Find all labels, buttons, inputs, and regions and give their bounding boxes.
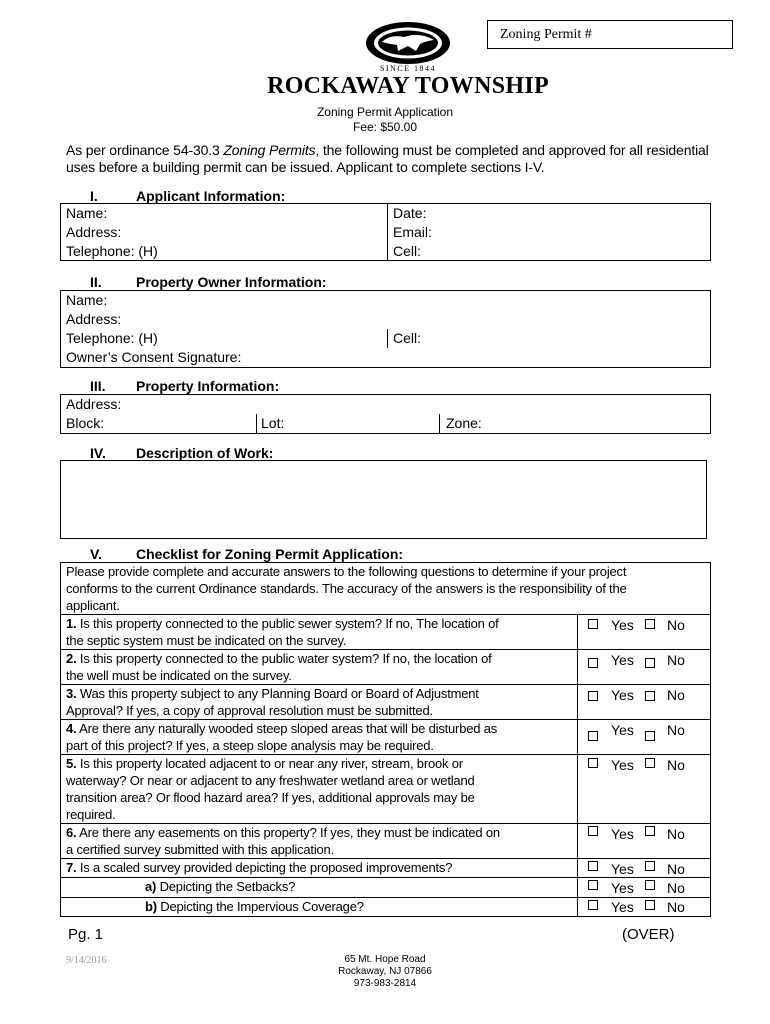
q3-no-label: No: [667, 687, 685, 703]
property-info-table: [60, 394, 711, 434]
intro-post: , the following must be completed and approved for all residential: [315, 142, 709, 158]
checklist-question-3: [66, 685, 566, 719]
question-2-number: 2.: [66, 651, 77, 666]
q6-no-label: No: [667, 826, 685, 842]
question-7b-text: Depicting the Impervious Coverage?: [156, 899, 364, 914]
footer-address-line-2: Rockaway, NJ 07866: [338, 966, 432, 977]
footer-address-line-1: 65 Mt. Hope Road: [344, 954, 426, 965]
applicant-cell-label[interactable]: Cell:: [393, 243, 422, 259]
property-address-label[interactable]: Address:: [66, 396, 122, 412]
q7-yes-checkbox[interactable]: [588, 861, 598, 871]
q7a-no-checkbox[interactable]: [645, 880, 655, 890]
checklist-question-6: [66, 824, 566, 858]
owner-consent-signature-label[interactable]: Owner’s Consent Signature:: [66, 349, 242, 365]
question-1-line-2: the septic system must be indicated on the survey.: [66, 633, 347, 648]
q7-no-checkbox[interactable]: [645, 861, 655, 871]
question-5-line-1: Is this property located adjacent to or near any river, stream, brook or: [76, 756, 463, 771]
q7b-yes-checkbox[interactable]: [588, 900, 598, 910]
zoning-permit-number-box[interactable]: [487, 20, 733, 49]
question-6-number: 6.: [66, 825, 77, 840]
question-7a-letter: a): [145, 879, 157, 894]
q7-no-label: No: [667, 861, 685, 877]
page-number: Pg. 1: [68, 926, 104, 943]
q6-no-checkbox[interactable]: [645, 826, 655, 836]
question-1-number: 1.: [66, 616, 77, 631]
q4-yes-label: Yes: [611, 722, 634, 738]
checklist-question-2: [66, 650, 566, 684]
applicant-name-label[interactable]: Name:: [66, 205, 108, 221]
section-5-title: Checklist for Zoning Permit Application:: [136, 546, 404, 562]
question-4-number: 4.: [66, 721, 77, 736]
q4-yes-checkbox[interactable]: [588, 731, 598, 741]
form-title: Zoning Permit Application: [316, 105, 454, 119]
applicant-email-label[interactable]: Email:: [393, 224, 432, 240]
owner-address-label[interactable]: Address:: [66, 311, 122, 327]
property-zone-label[interactable]: Zone:: [446, 415, 482, 431]
checklist-question-7b: [145, 898, 545, 915]
question-2-line-1: Is this property connected to the public water system? If no, the location of: [76, 651, 492, 666]
checklist-intro: [66, 563, 706, 614]
section-2-number: II.: [90, 274, 102, 290]
question-6-line-1: Are there any easements on this property? If yes, they must be indicated on: [76, 825, 500, 840]
section-1-title: Applicant Information:: [136, 188, 286, 204]
property-lot-label[interactable]: Lot:: [261, 415, 285, 431]
q3-no-checkbox[interactable]: [645, 691, 655, 701]
owner-telephone-label[interactable]: Telephone: (H): [66, 330, 158, 346]
question-1-line-1: Is this property connected to the public sewer system? If no, The location of: [76, 616, 499, 631]
q6-yes-label: Yes: [611, 826, 634, 842]
question-7b-letter: b): [145, 899, 157, 914]
question-4-line-1: Are there any naturally wooded steep sloped areas that will be disturbed as: [76, 721, 498, 736]
q7b-yes-label: Yes: [611, 899, 634, 915]
township-seal-logo: [364, 20, 452, 66]
q5-no-checkbox[interactable]: [645, 758, 655, 768]
property-owner-table: [60, 290, 711, 368]
footer-date: 9/14/2016: [66, 955, 107, 966]
q1-yes-checkbox[interactable]: [588, 619, 598, 629]
q2-no-label: No: [667, 652, 685, 668]
intro-italic: Zoning Permits: [223, 142, 316, 158]
checklist-question-1: [66, 615, 566, 649]
section-3-number: III.: [90, 378, 106, 394]
intro-paragraph: [66, 142, 726, 176]
zoning-permit-label: Zoning Permit #: [500, 27, 592, 42]
checklist-question-7a: [145, 878, 545, 895]
q7a-no-label: No: [667, 880, 685, 896]
question-3-line-2: Approval? If yes, a copy of approval resolution must be submitted.: [66, 703, 433, 718]
q7a-yes-label: Yes: [611, 880, 634, 896]
checklist-intro-line-3: applicant.: [66, 598, 120, 613]
q2-no-checkbox[interactable]: [645, 658, 655, 668]
question-4-line-2: part of this project? If yes, a steep slope analysis may be required.: [66, 738, 434, 753]
checklist-intro-line-1: Please provide complete and accurate answers to the following questions to determine if your project: [66, 564, 627, 579]
over-indicator: (OVER): [622, 926, 675, 943]
question-5-number: 5.: [66, 756, 77, 771]
q1-no-checkbox[interactable]: [645, 619, 655, 629]
question-2-line-2: the well must be indicated on the survey.: [66, 668, 292, 683]
q6-yes-checkbox[interactable]: [588, 826, 598, 836]
applicant-info-table: [60, 203, 711, 261]
form-fee: Fee: $50.00: [352, 120, 418, 134]
q5-yes-checkbox[interactable]: [588, 758, 598, 768]
footer-phone: 973-983-2814: [353, 978, 417, 989]
q1-no-label: No: [667, 617, 685, 633]
question-5-line-4: required.: [66, 807, 116, 822]
q7b-no-label: No: [667, 899, 685, 915]
question-7a-text: Depicting the Setbacks?: [156, 879, 296, 894]
q2-yes-label: Yes: [611, 652, 634, 668]
question-5-line-2: waterway? Or near or adjacent to any freshwater wetland area or wetland: [66, 773, 475, 788]
q5-yes-label: Yes: [611, 757, 634, 773]
owner-name-label[interactable]: Name:: [66, 292, 108, 308]
section-5-number: V.: [90, 546, 102, 562]
q7a-yes-checkbox[interactable]: [588, 880, 598, 890]
checklist-question-5: [66, 755, 566, 823]
intro-pre: As per ordinance 54-30.3: [66, 142, 224, 158]
section-4-number: IV.: [90, 445, 106, 461]
township-name: ROCKAWAY TOWNSHIP: [267, 73, 549, 99]
q1-yes-label: Yes: [611, 617, 634, 633]
question-7-number: 7.: [66, 860, 77, 875]
applicant-telephone-label[interactable]: Telephone: (H): [66, 243, 158, 259]
description-of-work-field[interactable]: [60, 460, 707, 539]
section-2-title: Property Owner Information:: [136, 274, 327, 290]
section-1-number: I.: [90, 188, 98, 204]
q4-no-label: No: [667, 722, 685, 738]
q7b-no-checkbox[interactable]: [645, 900, 655, 910]
q2-yes-checkbox[interactable]: [588, 658, 598, 668]
question-3-number: 3.: [66, 686, 77, 701]
owner-cell-label[interactable]: Cell:: [393, 330, 422, 346]
q5-no-label: No: [667, 757, 685, 773]
checklist-question-7: [66, 859, 566, 876]
q7-yes-label: Yes: [611, 861, 634, 877]
section-4-title: Description of Work:: [136, 445, 274, 461]
question-7-line-1: Is a scaled survey provided depicting the proposed improvements?: [76, 860, 453, 875]
q3-yes-checkbox[interactable]: [588, 691, 598, 701]
property-block-label[interactable]: Block:: [66, 415, 105, 431]
section-3-title: Property Information:: [136, 378, 280, 394]
q3-yes-label: Yes: [611, 687, 634, 703]
intro-line-2: uses before a building permit can be issued. Applicant to complete sections I-V.: [66, 159, 545, 175]
applicant-date-label[interactable]: Date:: [393, 205, 427, 221]
applicant-address-label[interactable]: Address:: [66, 224, 122, 240]
question-6-line-2: a certified survey submitted with this application.: [66, 842, 334, 857]
checklist-question-4: [66, 720, 566, 754]
footer-address: [300, 954, 470, 990]
question-3-line-1: Was this property subject to any Planning Board or Board of Adjustment: [76, 686, 479, 701]
since-1844-text: SINCE 1844: [379, 64, 437, 73]
checklist-intro-line-2: conforms to the current Ordinance standards. The accuracy of the answers is the responsibility of the: [66, 581, 627, 596]
question-5-line-3: transition area? Or flood hazard area? If yes, additional approvals may be: [66, 790, 475, 805]
q4-no-checkbox[interactable]: [645, 731, 655, 741]
